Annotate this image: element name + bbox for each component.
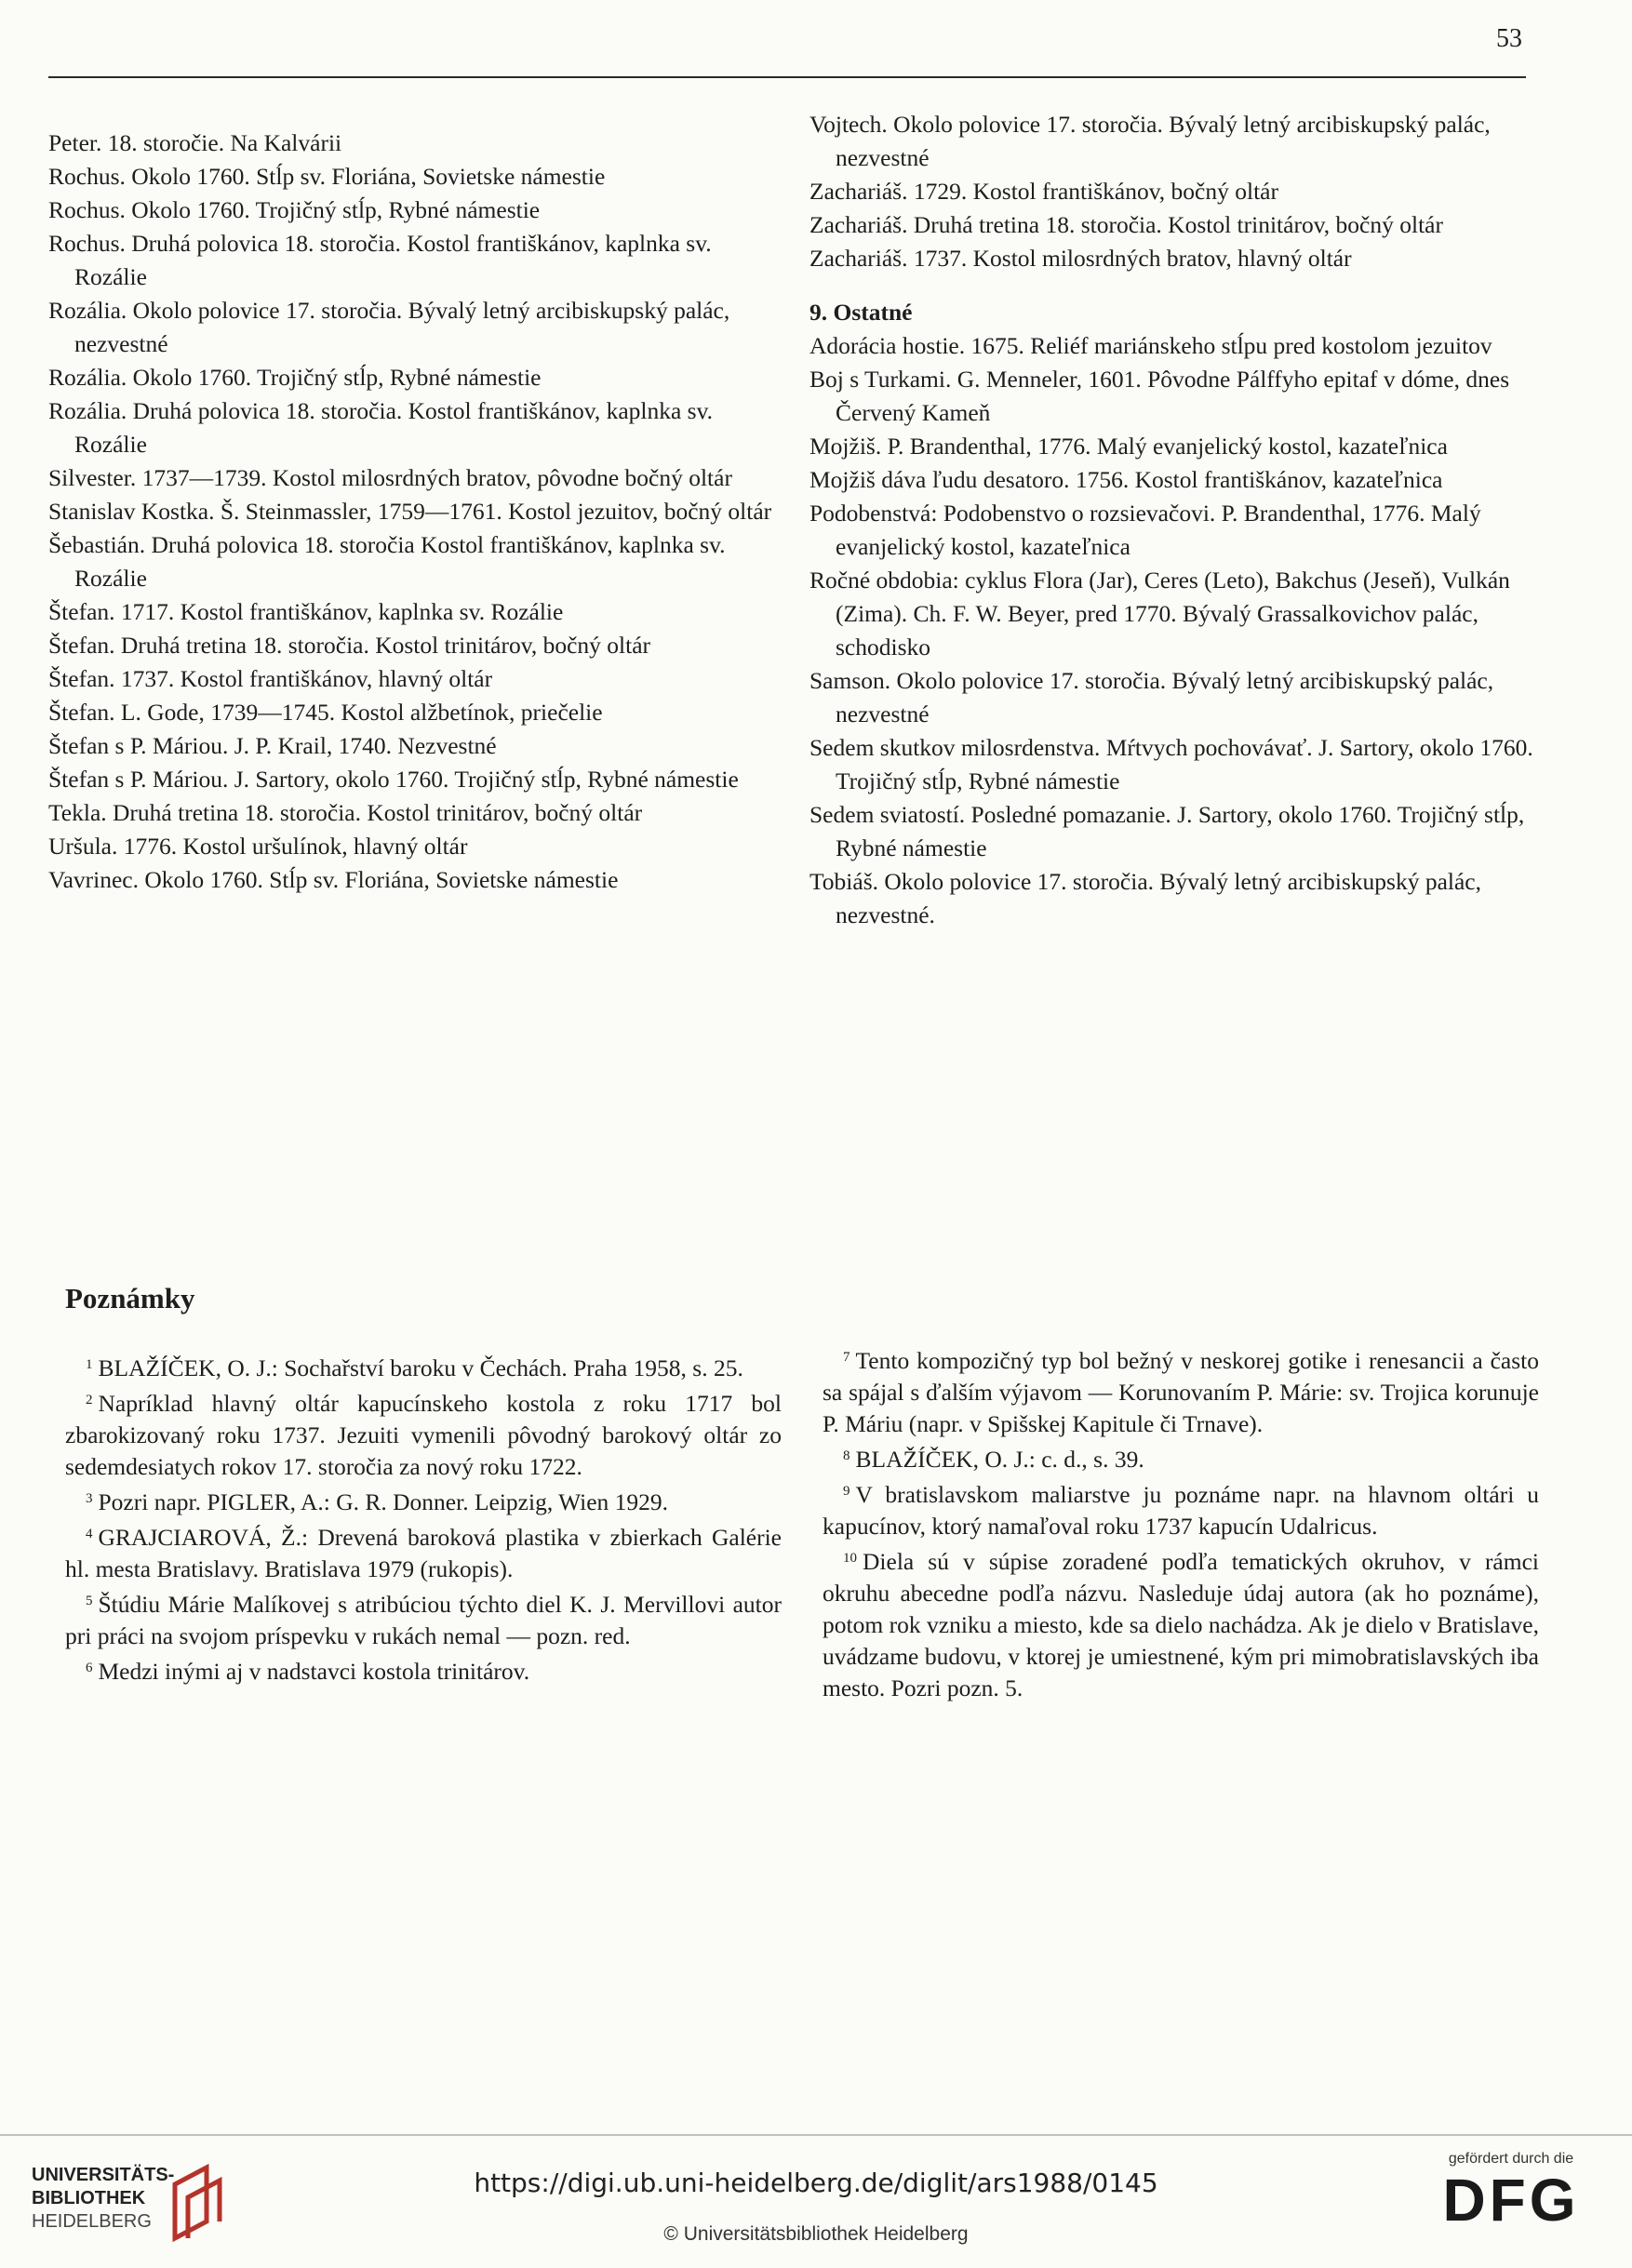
footnote — [65, 1349, 782, 1384]
index-entry: Podobenstvá: Podobenstvo o rozsievačovi. P. Brandenthal, 1776. Malý evanjelický kostol, kazateľnica — [809, 500, 1481, 560]
footnotes-left — [65, 1349, 782, 1688]
header-rule — [48, 76, 1526, 78]
index-entry: Uršula. 1776. Kostol uršulínok, hlavný oltár — [48, 833, 468, 860]
index-entry: Vojtech. Okolo polovice 17. storočia. Bývalý letný arcibiskupský palác, nezvestné — [809, 111, 1491, 171]
copyright-text: © Universitätsbibliothek Heidelberg — [663, 2223, 969, 2245]
index-entry: Tobiáš. Okolo polovice 17. storočia. Bývalý letný arcibiskupský palác, nezvestné. — [809, 868, 1481, 928]
index-entry: Rozália. Okolo polovice 17. storočia. Bývalý letný arcibiskupský palác, nezvestné — [48, 297, 730, 357]
logo-text: UNIVERSITÄTS- — [32, 2165, 175, 2185]
index-entry: Adorácia hostie. 1675. Reliéf mariánskeho stĺpu pred kostolom jezuitov — [809, 332, 1492, 359]
footer-divider — [0, 2134, 1632, 2136]
footnote — [823, 1542, 1539, 1704]
index-entry: Vavrinec. Okolo 1760. Stĺp sv. Floriána, Sovietske námestie — [48, 866, 619, 893]
index-entry: Rozália. Druhá polovica 18. storočia. Kostol františkánov, kaplnka sv. Rozálie — [48, 397, 714, 458]
footnote-text: GRAJCIAROVÁ, Ž.: Drevená baroková plastika v zbierkach Galérie hl. mesta Bratislavy. Bratislava 1979 (rukopis). — [65, 1524, 782, 1582]
index-entry: Ročné obdobia: cyklus Flora (Jar), Ceres (Leto), Bakchus (Jeseň), Vulkán (Zima). Ch. F. W. Beyer, pred 1770. Bývalý Grassalkovichov palác, schodisko — [809, 567, 1510, 660]
index-column-left — [48, 127, 783, 897]
index-entry: Rozália. Okolo 1760. Trojičný stĺp, Rybné námestie — [48, 364, 542, 391]
footnotes-right — [823, 1341, 1539, 1704]
index-entry: Štefan. 1717. Kostol františkánov, kaplnka sv. Rozálie — [48, 598, 564, 625]
index-entry: Silvester. 1737—1739. Kostol milosrdných bratov, pôvodne bočný oltár — [48, 464, 732, 491]
index-entry: Štefan. Druhá tretina 18. storočia. Kostol trinitárov, bočný oltár — [48, 632, 651, 659]
footnote-text: Napríklad hlavný oltár kapucínskeho kostola z roku 1717 bol zbarokizovaný roku 1737. Jezuiti vymenili pôvodný barokový oltár zo sedemdesiatych rokov 17. storočia za nový roku 1722. — [65, 1390, 782, 1480]
footnote-number: 8 — [843, 1448, 850, 1463]
index-entry: Štefan s P. Máriou. J. P. Krail, 1740. Nezvestné — [48, 732, 497, 759]
footnote-number: 4 — [86, 1527, 93, 1541]
page-url-link[interactable]: https://digi.ub.uni-heidelberg.de/diglit/ars1988/0145 — [474, 2168, 1158, 2198]
dfg-wordmark: DFG — [1442, 2167, 1580, 2234]
logo-text: BIBLIOTHEK — [32, 2188, 146, 2208]
index-entry: Sedem skutkov milosrdenstva. Mŕtvych pochovávať. J. Sartory, okolo 1760. Trojičný stĺp, Rybné námestie — [809, 734, 1533, 794]
index-entry: Mojžiš. P. Brandenthal, 1776. Malý evanjelický kostol, kazateľnica — [809, 433, 1448, 460]
dfg-logo[interactable] — [1418, 2151, 1604, 2233]
index-entry: Rochus. Okolo 1760. Trojičný stĺp, Rybné námestie — [48, 196, 541, 223]
footnote-text: Tento kompozičný typ bol bežný v neskorej gotike i renesancii a často sa spájal s ďalším výjavom — Korunovaním P. Márie: sv. Trojica korunuje P. Máriu (napr. v Spišskej Kapitule či Trnave). — [823, 1347, 1539, 1437]
index-entry: Stanislav Kostka. Š. Steinmassler, 1759—1761. Kostol jezuitov, bočný oltár — [48, 498, 772, 525]
index-entry: Šebastián. Druhá polovica 18. storočia Kostol františkánov, kaplnka sv. Rozálie — [48, 531, 726, 592]
footnote — [65, 1384, 782, 1483]
footnote-text: Medzi inými aj v nadstavci kostola trinitárov. — [98, 1658, 530, 1685]
index-entry: Zachariáš. 1737. Kostol milosrdných bratov, hlavný oltár — [809, 245, 1352, 272]
footnote-text: Pozri napr. PIGLER, A.: G. R. Donner. Leipzig, Wien 1929. — [98, 1488, 669, 1515]
footnote-number: 6 — [86, 1661, 93, 1675]
index-entry: Štefan. 1737. Kostol františkánov, hlavný oltár — [48, 665, 493, 692]
notes-heading: Poznámky — [65, 1282, 195, 1314]
footnote — [65, 1518, 782, 1585]
footnote — [823, 1440, 1539, 1475]
footnote-number: 1 — [86, 1357, 93, 1372]
index-entry: Zachariáš. Druhá tretina 18. storočia. Kostol trinitárov, bočný oltár — [809, 211, 1443, 238]
index-entry: Štefan. L. Gode, 1739—1745. Kostol alžbetínok, priečelie — [48, 699, 603, 726]
footnote — [823, 1341, 1539, 1440]
index-entry: Štefan s P. Máriou. J. Sartory, okolo 1760. Trojičný stĺp, Rybné námestie — [48, 766, 739, 793]
footnote-number: 9 — [843, 1484, 850, 1499]
footnote-number: 2 — [86, 1393, 93, 1407]
index-entry: Peter. 18. storočie. Na Kalvárii — [48, 129, 342, 156]
footnote — [65, 1652, 782, 1688]
index-entry: Zachariáš. 1729. Kostol františkánov, bočný oltár — [809, 178, 1278, 205]
index-entry: Samson. Okolo polovice 17. storočia. Bývalý letný arcibiskupský palác, nezvestné — [809, 667, 1494, 727]
index-entry: Mojžiš dáva ľudu desatoro. 1756. Kostol františkánov, kazateľnica — [809, 466, 1443, 493]
dfg-caption: gefördert durch die — [1448, 2151, 1574, 2167]
footnote-text: BLAŽÍČEK, O. J.: c. d., s. 39. — [855, 1446, 1144, 1473]
index-entry: Boj s Turkami. G. Menneler, 1601. Pôvodne Pálffyho epitaf v dóme, dnes Červený Kameň — [809, 366, 1510, 426]
footnote-text: Štúdiu Márie Malíkovej s atribúciou týchto diel K. J. Mervillovi autor pri práci na svojom príspevku v rukách nemal — pozn. red. — [65, 1591, 782, 1649]
footnote-number: 10 — [843, 1551, 857, 1566]
footnote — [65, 1483, 782, 1518]
footnote-number: 3 — [86, 1491, 93, 1506]
section-heading: 9. Ostatné — [809, 299, 913, 326]
page-number: 53 — [1496, 24, 1522, 53]
footnote — [65, 1585, 782, 1652]
index-entry: Sedem sviatostí. Posledné pomazanie. J. Sartory, okolo 1760. Trojičný stĺp, Rybné námestie — [809, 801, 1525, 861]
footnote-text: Diela sú v súpise zoradené podľa tematických okruhov, v rámci okruhu abecedne podľa názvu. Nasleduje údaj autora (ak ho poznáme), potom rok vzniku a miesto, kde sa dielo nachádza. Ak je dielo v Bratislave, uvádzame budovu, v ktorej je umiestnené, kým pri mimobratislavských iba mesto. Pozri pozn. 5. — [823, 1548, 1539, 1701]
index-entry: Rochus. Okolo 1760. Stĺp sv. Floriána, Sovietske námestie — [48, 163, 606, 190]
footnote-number: 7 — [843, 1350, 850, 1365]
footnote-text: V bratislavskom maliarstve ju poznáme napr. na hlavnom oltári u kapucínov, ktorý namaľoval roku 1737 kapucín Udalricus. — [823, 1481, 1539, 1540]
footnote — [823, 1475, 1539, 1542]
footnote-number: 5 — [86, 1594, 93, 1608]
index-column-right — [809, 108, 1537, 932]
index-entry: Rochus. Druhá polovica 18. storočia. Kostol františkánov, kaplnka sv. Rozálie — [48, 230, 712, 290]
footnote-text: BLAŽÍČEK, O. J.: Sochařství baroku v Čechách. Praha 1958, s. 25. — [98, 1354, 743, 1381]
logo-text: HEIDELBERG — [32, 2211, 152, 2232]
index-entry: Tekla. Druhá tretina 18. storočia. Kostol trinitárov, bočný oltár — [48, 799, 643, 826]
